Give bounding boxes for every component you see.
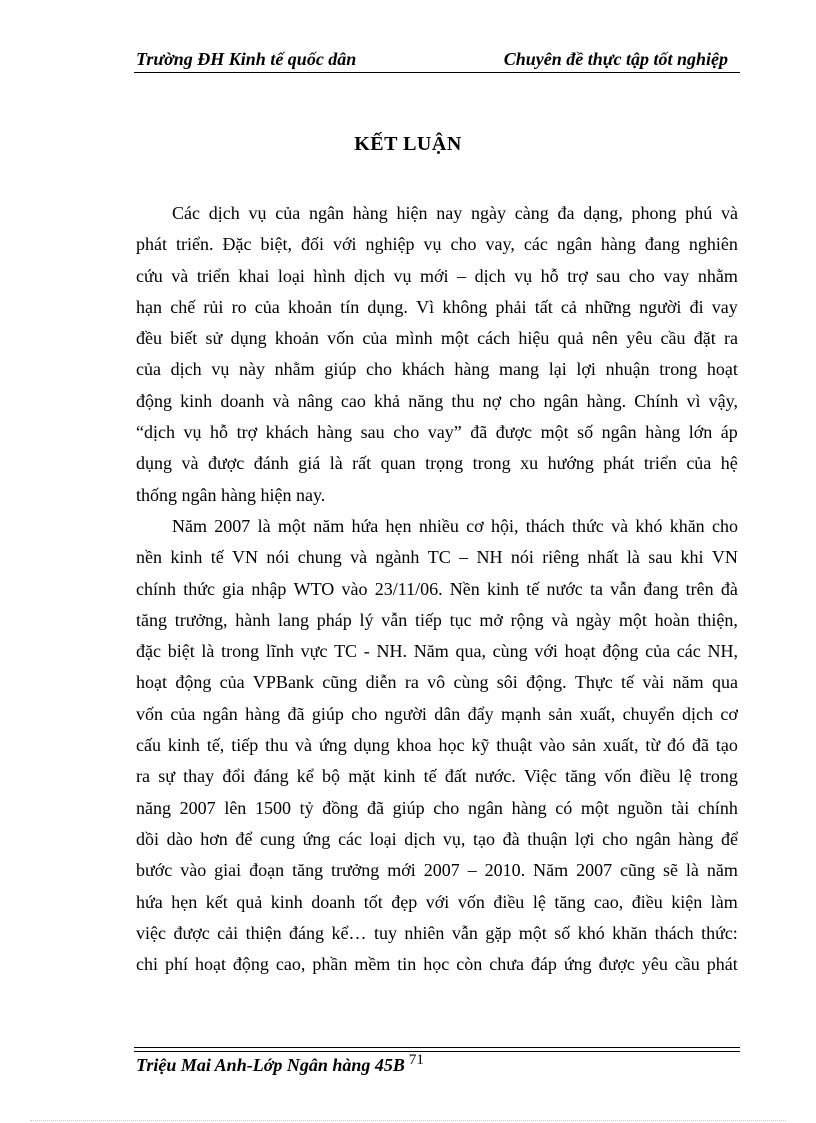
paragraph-line: việc được cải thiện đáng kể… tuy nhiên vẫn gặp một số khó khăn thách thức: xyxy=(136,922,738,943)
page-edge xyxy=(30,1120,786,1121)
paragraph-line: thống ngân hàng hiện nay. xyxy=(136,484,326,505)
footer-rule xyxy=(134,1047,740,1048)
document-body xyxy=(136,198,738,980)
paragraph-line: nền kinh tế VN nói chung và ngành TC – NH nói riêng nhất là sau khi VN xyxy=(136,547,738,568)
paragraph-line: hạn chế rủi ro của khoản tín dụng. Vì không phải tất cả những người đi vay xyxy=(136,296,738,317)
paragraph-line: hứa hẹn kết quả kinh doanh tốt đẹp với vốn điều lệ tăng cao, điều kiện làm xyxy=(136,891,738,912)
page-title: KẾT LUẬN xyxy=(354,133,462,155)
paragraph-line: Các dịch vụ của ngân hàng hiện nay ngày càng đa dạng, phong phú và xyxy=(172,203,738,223)
paragraph-line: vốn của ngân hàng đã giúp cho người dân đẩy mạnh sản xuất, chuyển dịch cơ xyxy=(136,703,738,724)
paragraph-line: Năm 2007 là một năm hứa hẹn nhiều cơ hội, thách thức và khó khăn cho xyxy=(172,515,738,536)
paragraph-line: tăng trưởng, hành lang pháp lý vẫn tiếp tục mở rộng và ngày một hoàn thiện, xyxy=(136,609,738,630)
header-document-type: Chuyên đề thực tập tốt nghiệp xyxy=(503,49,728,69)
paragraph-line: cứu và triển khai loại hình dịch vụ mới – dịch vụ hỗ trợ sau cho vay nhằm xyxy=(136,265,738,286)
paragraph-line: dồi dào hơn để cung ứng các loại dịch vụ, tạo đà thuận lợi cho ngân hàng để xyxy=(136,828,738,849)
paragraph-line: ra sự thay đổi đáng kể bộ mặt kinh tế đất nước. Việc tăng vốn điều lệ trong xyxy=(136,766,738,787)
paragraph-line: cấu kinh tế, tiếp thu và ứng dụng khoa học kỹ thuật vào sản xuất, từ đó đã tạo xyxy=(136,735,738,756)
header-rule xyxy=(134,72,740,73)
page-header xyxy=(136,48,740,72)
header-university: Trường ĐH Kinh tế quốc dân xyxy=(136,49,357,69)
page-footer xyxy=(136,1052,424,1076)
paragraph-line: của dịch vụ này nhằm giúp cho khách hàng mang lại lợi nhuận trong hoạt xyxy=(136,359,738,380)
paragraph-line: động kinh doanh và nâng cao khả năng thu nợ cho ngân hàng. Chính vì vậy, xyxy=(136,390,738,411)
paragraph-line: đặc biệt là trong lĩnh vực TC - NH. Năm qua, cùng với hoạt động của các NH, xyxy=(136,641,738,662)
paragraph-line: chi phí hoạt động cao, phần mềm tin học còn chưa đáp ứng được yêu cầu phát xyxy=(136,954,738,975)
paragraph-line: “dịch vụ hỗ trợ khách hàng sau cho vay” đã được một số ngân hàng lớn áp xyxy=(136,422,738,443)
paragraph-line: năng 2007 lên 1500 tỷ đồng đã giúp cho ngân hàng có một nguồn tài chính xyxy=(136,797,738,818)
paragraph-line: phát triển. Đặc biệt, đối với nghiệp vụ cho vay, các ngân hàng đang nghiên xyxy=(136,234,738,255)
footer-author: Triệu Mai Anh-Lớp Ngân hàng 45B xyxy=(136,1055,405,1075)
paragraph-line: bước vào giai đoạn tăng trưởng mới 2007 – 2010. Năm 2007 cũng sẽ là năm xyxy=(136,860,738,881)
page-number: 71 xyxy=(408,1052,424,1068)
paragraph-line: dụng và được đánh giá là rất quan trọng trong xu hướng phát triển của hệ xyxy=(136,453,738,474)
paragraph-line: hoạt động của VPBank cũng diễn ra vô cùng sôi động. Thực tế vài năm qua xyxy=(136,672,738,693)
paragraph-line: đều biết sử dụng khoản vốn của mình một cách hiệu quả nên yêu cầu đặt ra xyxy=(136,328,738,349)
paragraph-line: chính thức gia nhập WTO vào 23/11/06. Nền kinh tế nước ta vẫn đang trên đà xyxy=(136,578,738,599)
